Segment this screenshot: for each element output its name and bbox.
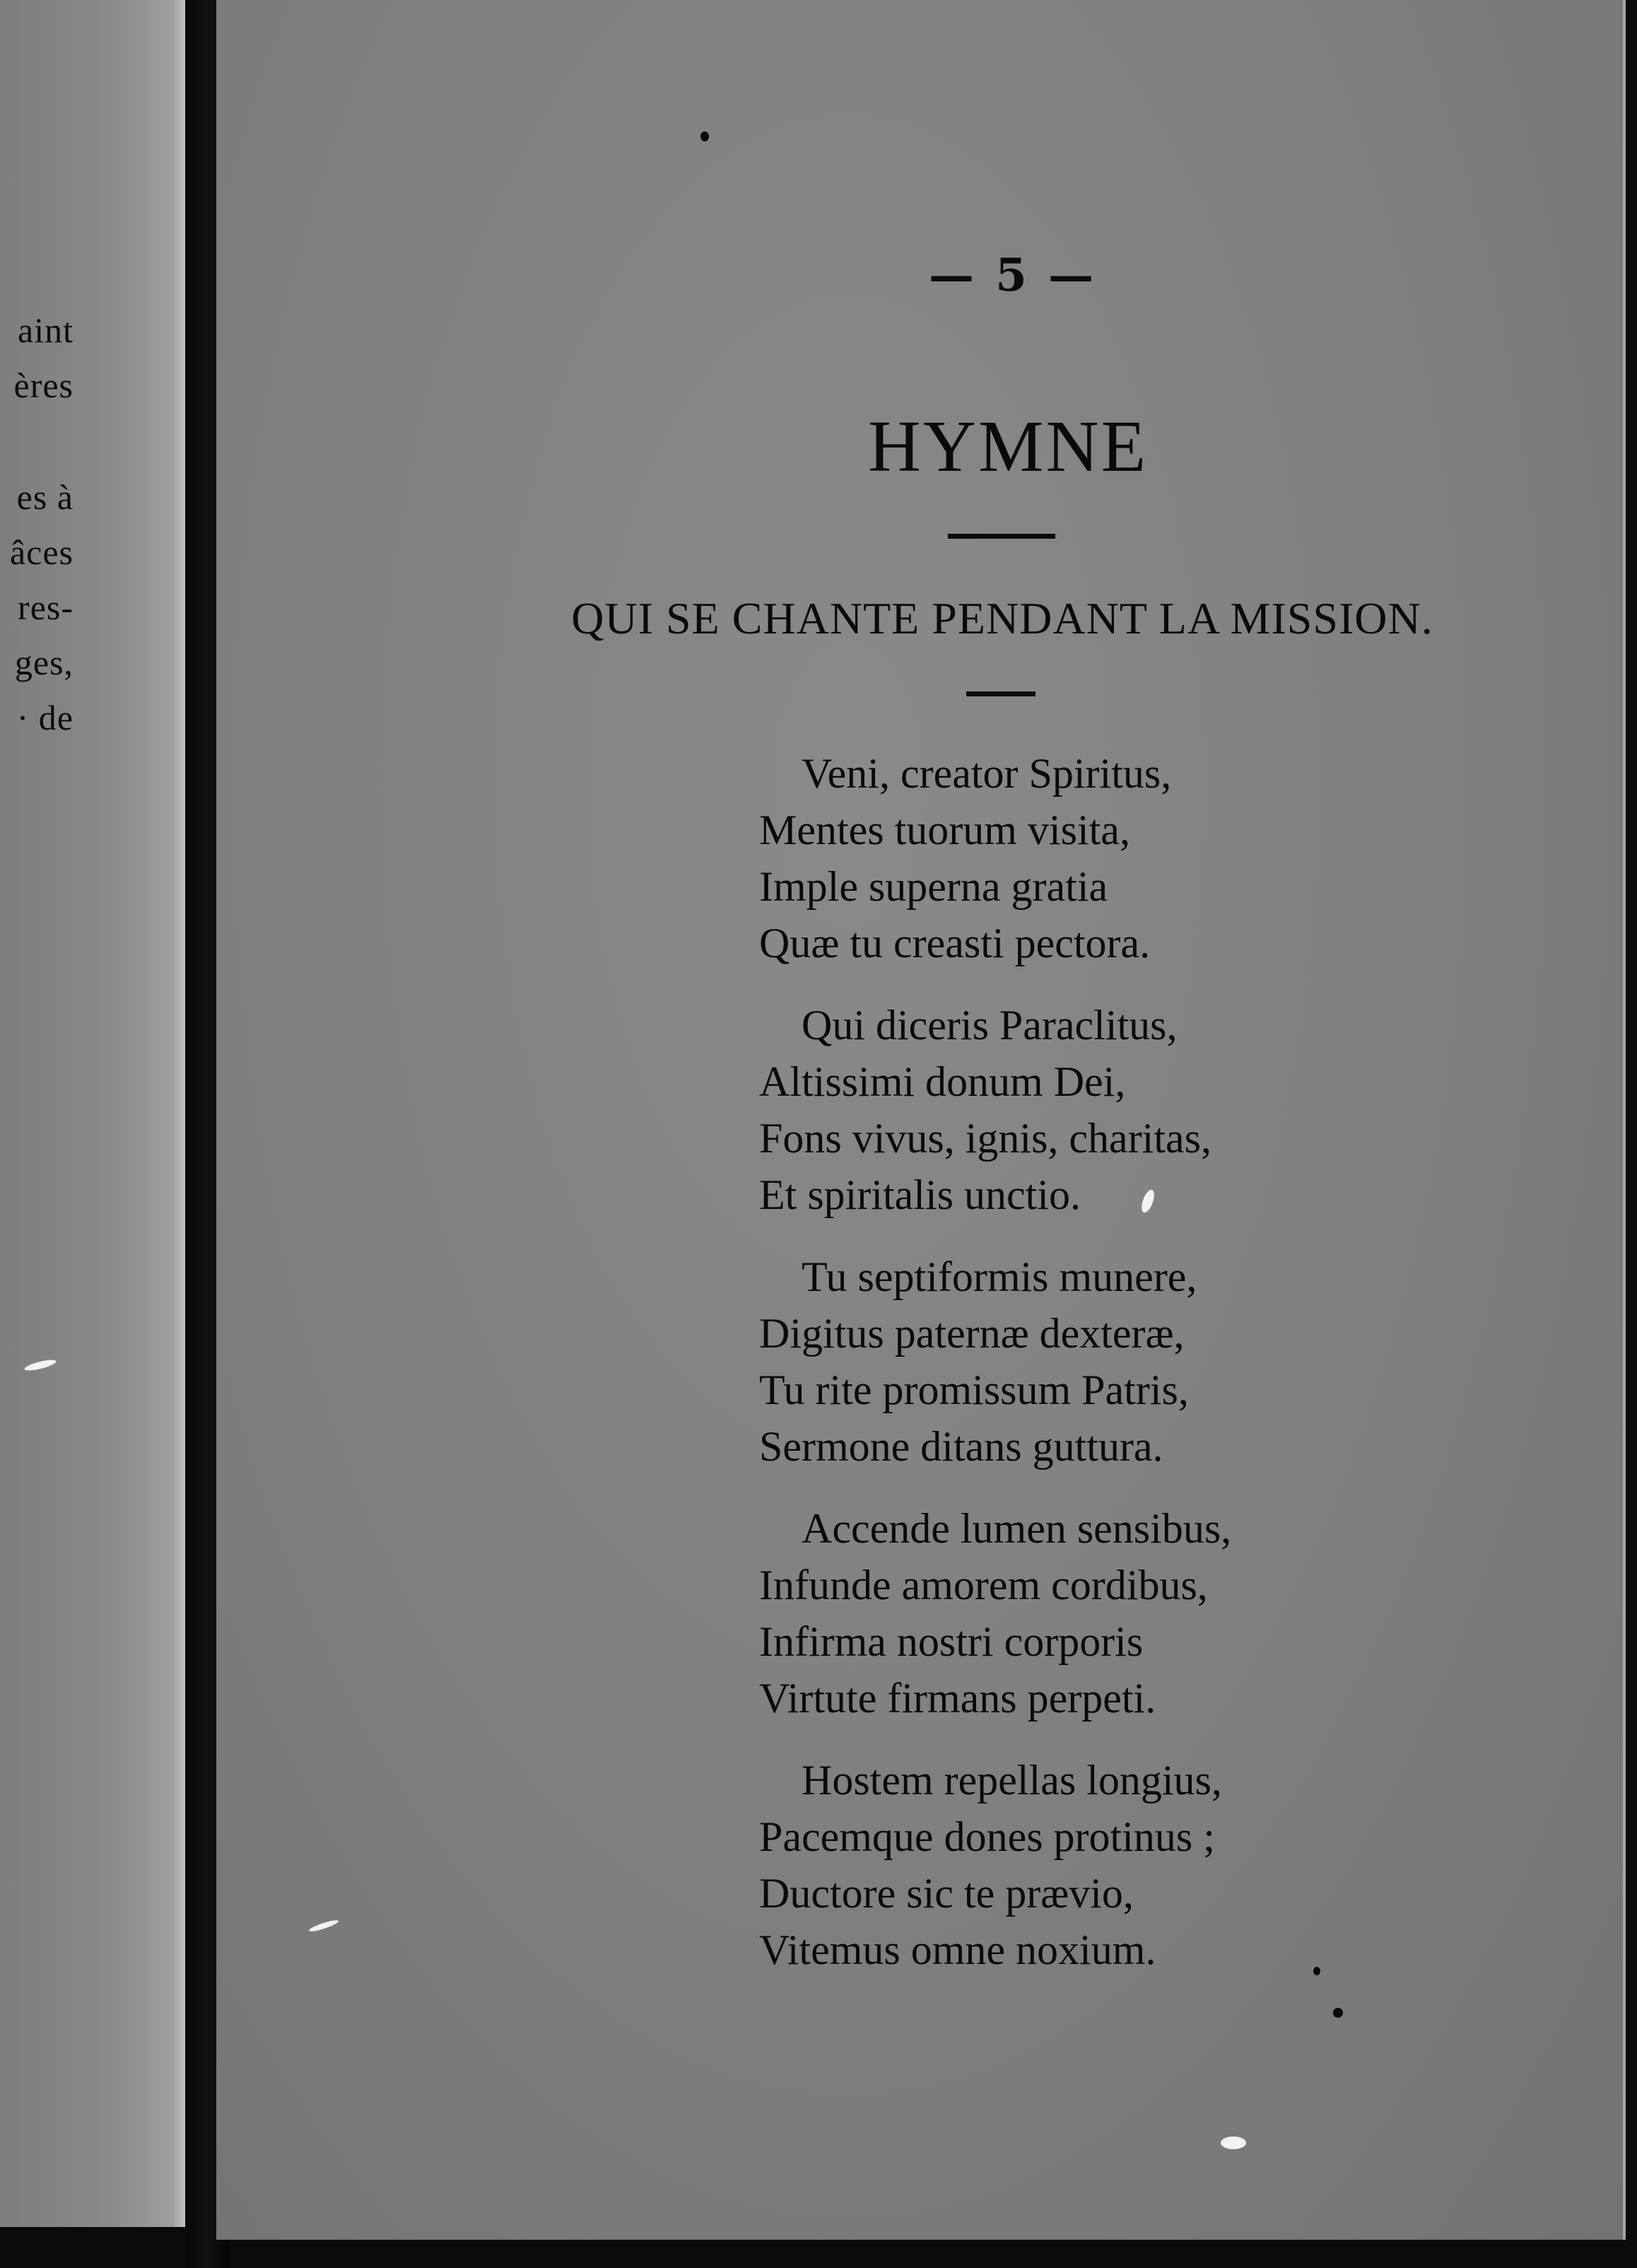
verse-line: Pacemque dones protinus ; [759,1813,1215,1860]
verse-line: Fons vivus, ignis, charitas, [759,1115,1211,1162]
verse-line: Infunde amorem cordibus, [759,1562,1208,1608]
previous-page-text [0,303,74,745]
verse-line: Hostem repellas longius, [802,1757,1222,1804]
verse-line: Sermone ditans guttura. [759,1423,1163,1470]
verse-line: Virtute firmans perpeti. [759,1675,1156,1722]
title-rule [948,534,1055,539]
left-line: aint [18,310,74,350]
left-line: es à [16,477,74,517]
stanza [759,1752,1466,1978]
left-line: · de [16,698,74,737]
verse-line: Tu septiformis munere, [802,1253,1197,1300]
hymn-text [759,745,1466,2004]
scan-speck [308,1918,339,1933]
verse-line: Altissimi donum Dei, [759,1058,1126,1105]
verse-line: Et spiritalis unctio. [759,1171,1081,1218]
page-subtitle: QUI SE CHANTE PENDANT LA MISSION. [571,593,1433,643]
previous-page-fragment [0,0,185,2227]
scan-speck [1221,2137,1246,2149]
verse-line: Vitemus omne noxium. [759,1927,1156,1973]
stanza [759,997,1466,1223]
verse-line: Mentes tuorum visita, [759,807,1130,853]
page-number: — 5 — [929,249,1097,302]
left-line: ges, [14,643,74,682]
left-line: ères [13,366,74,405]
scan-speck [1333,2008,1343,2018]
verse-line: Accende lumen sensibus, [802,1505,1232,1552]
page-title: HYMNE [867,406,1149,487]
verse-line: Veni, creator Spiritus, [802,750,1172,797]
verse-line: Quæ tu creasti pectora. [759,920,1151,966]
scan-speck [700,131,709,141]
page-fold [171,0,185,2227]
main-page [216,0,1626,2240]
scan-speck [1313,1967,1320,1975]
verse-line: Qui diceris Paraclitus, [802,1002,1178,1048]
verse-line: Tu rite promissum Patris, [759,1367,1189,1413]
verse-line: Infirma nostri corporis [759,1618,1144,1665]
left-line-gap [0,413,74,469]
stanza [759,1500,1466,1726]
subtitle-rule [966,691,1035,696]
verse-line: Ductore sic te prævio, [759,1870,1134,1917]
left-line: res- [18,588,74,627]
verse-line: Imple superna gratia [759,863,1108,910]
left-line: âces [9,532,74,572]
verse-line: Digitus paternæ dexteræ, [759,1310,1185,1357]
stanza [759,1249,1466,1475]
stanza [759,745,1466,971]
